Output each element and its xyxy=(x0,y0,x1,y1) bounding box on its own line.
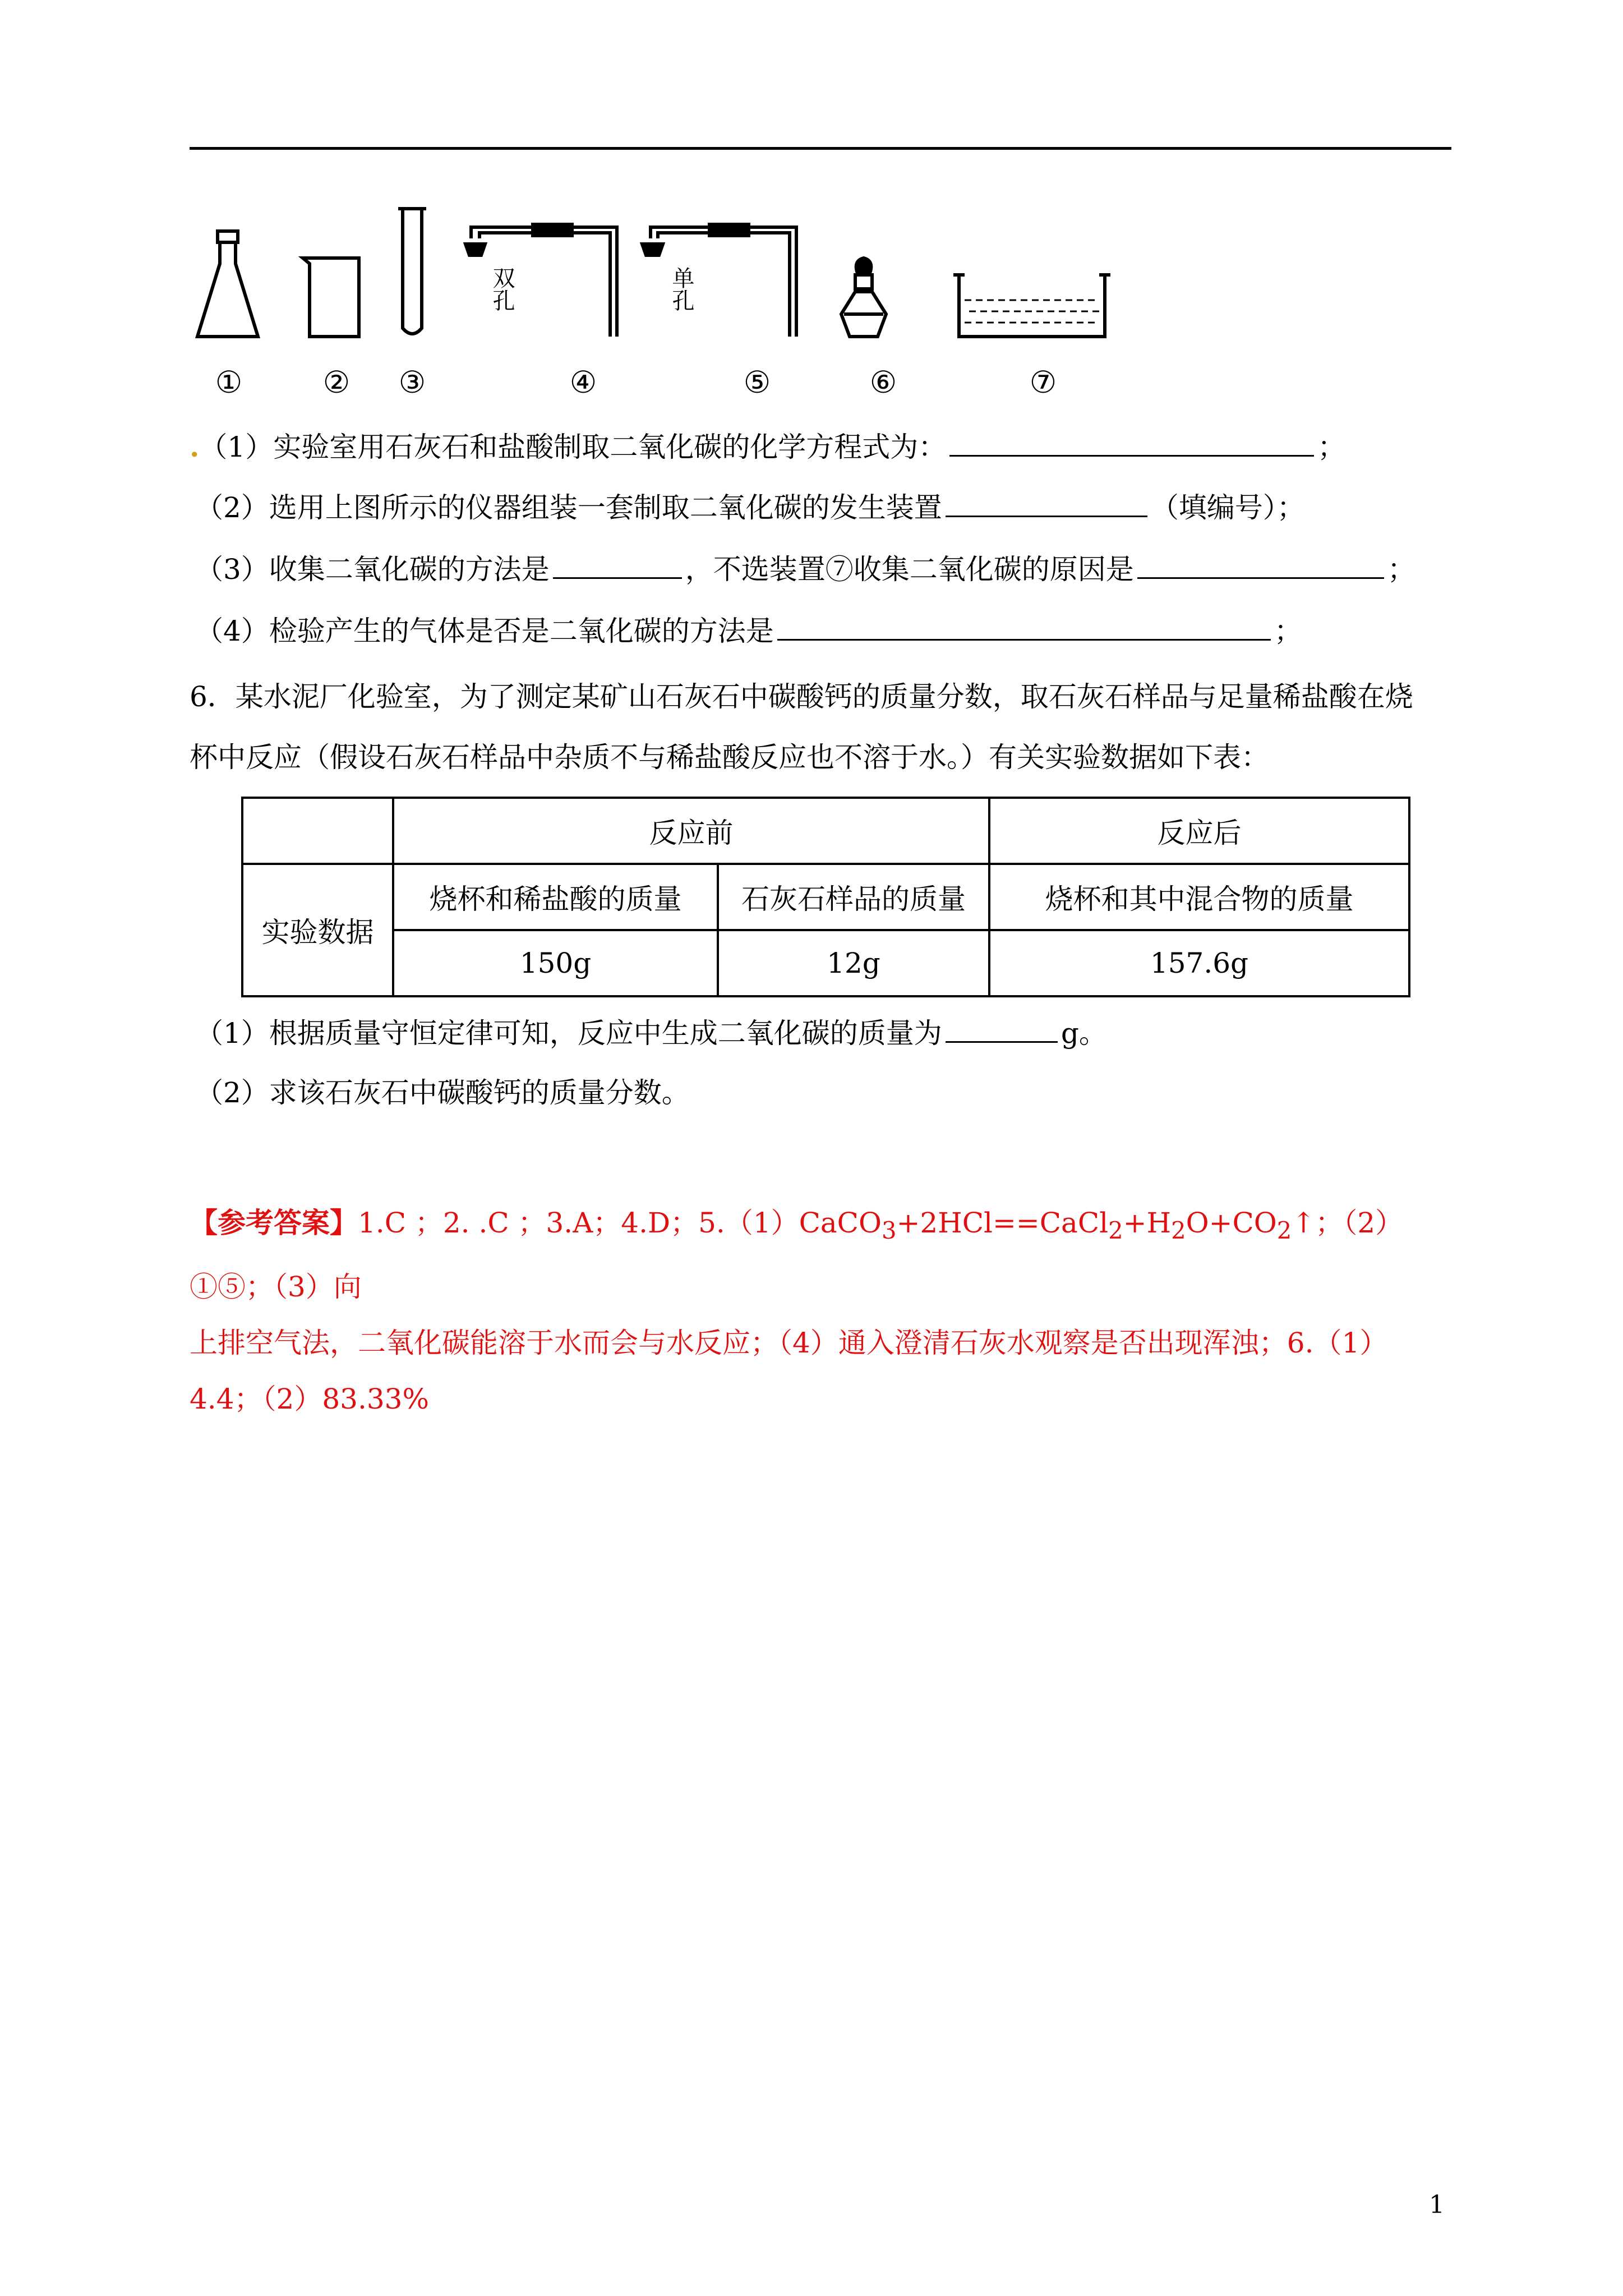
stopper-single-caption: 单孔 xyxy=(668,266,694,311)
header-after: 反应后 xyxy=(989,798,1409,864)
test-tube-icon xyxy=(398,209,426,334)
col-header-1: 烧杯和稀盐酸的质量 xyxy=(393,864,718,930)
apparatus-label-7: ⑦ xyxy=(1029,365,1057,400)
marker-dot: . xyxy=(190,430,200,463)
row-label: 实验数据 xyxy=(242,864,393,996)
apparatus-label-5: ⑤ xyxy=(743,365,771,400)
value-2: 12g xyxy=(718,930,989,996)
stopper-double-caption: 双孔 xyxy=(489,266,515,311)
table-corner-cell xyxy=(242,798,393,864)
answer-line-2: 上排空气法，二氧化碳能溶于水而会与水反应；（4）通入澄清石灰水观察是否出现浑浊；6.（1） xyxy=(190,1327,1388,1359)
reference-answer xyxy=(190,1195,1457,1427)
alcohol-lamp-icon xyxy=(841,258,886,337)
answer-line-1: 【参考答案】1.C ；2. .C ；3.A；4.D；$5.(1)CaCO_3+2HCl==CaCl_2+H_2O+CO_2↑$；（2）①⑤；（3）向 xyxy=(190,1206,1404,1303)
value-3: 157.6g xyxy=(989,930,1409,996)
header-rule xyxy=(190,147,1451,150)
page-number: 1 xyxy=(1429,2191,1445,2219)
answer-blank[interactable] xyxy=(553,551,682,579)
q6-part1: （1）根据质量守恒定律可知，反应中生成二氧化碳的质量为 g。 xyxy=(195,1015,1107,1050)
answer-blank[interactable] xyxy=(949,429,1314,457)
apparatus-label-1: ① xyxy=(215,365,243,400)
q5-part2: （2）选用上图所示的仪器组装一套制取二氧化碳的发生装置 （填编号）； xyxy=(195,490,1305,524)
apparatus-label-3: ③ xyxy=(398,365,426,400)
apparatus-label-6: ⑥ xyxy=(869,365,897,400)
experiment-data-table xyxy=(241,797,1410,997)
water-trough-icon xyxy=(953,275,1110,337)
q6-part2: （2）求该石灰石中碳酸钙的质量分数。 xyxy=(195,1076,690,1109)
apparatus-figure xyxy=(185,202,1138,404)
value-1: 150g xyxy=(393,930,718,996)
q5-part1: .（1）实验室用石灰石和盐酸制取二氧化碳的化学方程式为： ； xyxy=(190,430,1346,463)
col-header-3: 烧杯和其中混合物的质量 xyxy=(989,864,1409,930)
col-header-2: 石灰石样品的质量 xyxy=(718,864,989,930)
q5-part4: （4）检验产生的气体是否是二氧化碳的方法是 ； xyxy=(195,613,1302,648)
answer-blank[interactable] xyxy=(946,1015,1058,1043)
q6-intro-line2: 杯中反应（假设石灰石样品中杂质不与稀盐酸反应也不溶于水。）有关实验数据如下表： xyxy=(190,741,1269,774)
answer-blank[interactable] xyxy=(777,613,1271,641)
q6-intro-line1: 6．某水泥厂化验室，为了测定某矿山石灰石中碳酸钙的质量分数，取石灰石样品与足量稀盐酸在烧 xyxy=(190,680,1413,713)
single-hole-stopper-icon xyxy=(642,224,796,337)
conical-flask-icon xyxy=(197,231,258,337)
answer-line-3: 4.4；（2）83.33% xyxy=(190,1383,429,1415)
header-before: 反应前 xyxy=(393,798,989,864)
apparatus-label-2: ② xyxy=(322,365,351,400)
apparatus-label-4: ④ xyxy=(569,365,597,400)
answer-blank[interactable] xyxy=(1137,551,1384,579)
q5-part3: （3）收集二氧化碳的方法是 ，不选装置⑦收集二氧化碳的原因是 ； xyxy=(195,551,1415,586)
double-hole-stopper-icon xyxy=(465,224,617,337)
answer-blank[interactable] xyxy=(946,490,1147,517)
beaker-icon xyxy=(303,258,359,337)
